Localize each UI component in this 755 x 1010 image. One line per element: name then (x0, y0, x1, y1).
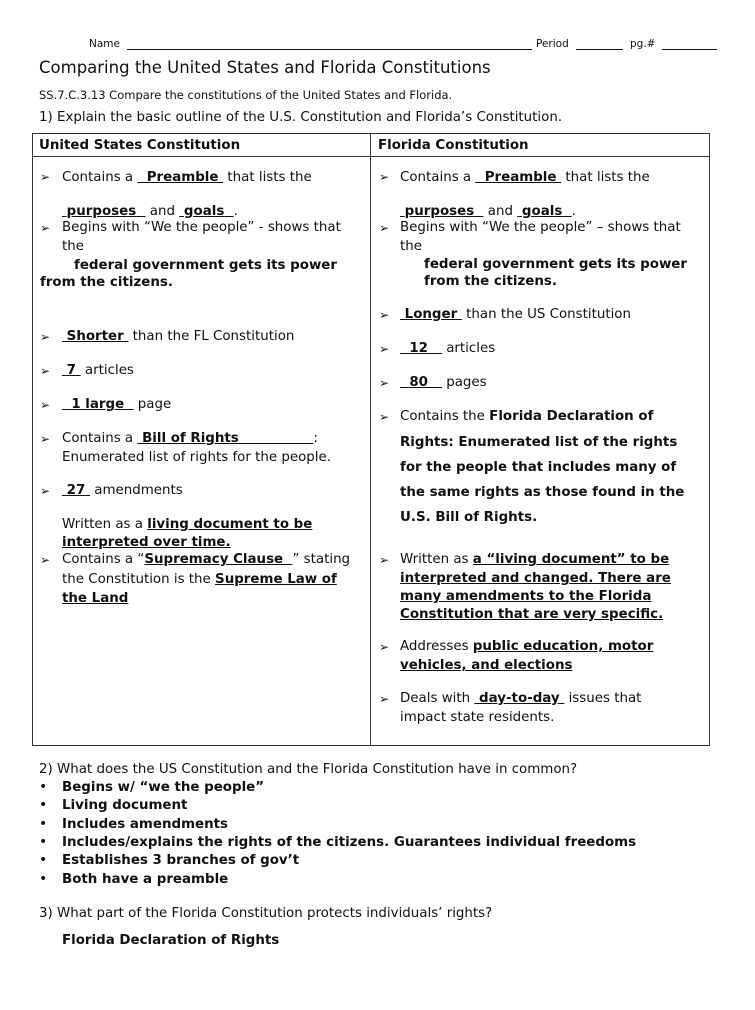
fl-written-line3: many amendments to the Florida (400, 589, 652, 604)
text: and (145, 204, 180, 219)
answer-text: goals (183, 204, 225, 219)
bullet-arrow-icon: ➢ (379, 170, 390, 184)
fl-written-answer: a “living document” to be (472, 552, 670, 567)
fl-federal-line2: from the citizens. (424, 274, 557, 289)
bullet-dot-icon: • (39, 779, 48, 795)
text: Addresses (400, 639, 473, 654)
bullet-arrow-icon: ➢ (379, 342, 390, 356)
fl-deals-line2: impact state residents. (400, 710, 555, 725)
text: articles (441, 341, 496, 356)
list-item: Includes/explains the rights of the citizens. Guarantees individual freedoms (62, 835, 637, 850)
bullet-arrow-icon: ➢ (40, 398, 51, 412)
fl-written-line1 (400, 552, 669, 567)
text: Deals with (400, 691, 475, 706)
us-bill-of-rights-answer (137, 431, 313, 446)
fl-written-line2: interpreted and changed. There are (400, 571, 671, 586)
bullet-arrow-icon: ➢ (40, 432, 51, 446)
text: . (571, 204, 576, 219)
fl-articles-item (400, 341, 495, 356)
answer-text: day-to-day (479, 691, 560, 706)
text: and (483, 204, 518, 219)
bullet-arrow-icon: ➢ (40, 553, 51, 567)
question-2: 2) What does the US Constitution and the Florida Constitution have in common? (39, 762, 578, 777)
us-page-answer (62, 397, 134, 412)
us-begins-line2: the (62, 239, 84, 254)
text: Contains the (400, 409, 490, 424)
us-living-line2: interpreted over time. (62, 535, 231, 550)
fl-preamble-answer (475, 170, 561, 185)
bullet-arrow-icon: ➢ (379, 553, 390, 567)
us-begins-line1: Begins with “We the people” - shows that (62, 220, 341, 235)
text: . (233, 204, 238, 219)
question-1: 1) Explain the basic outline of the U.S. Constitution and Florida’s Constitution. (39, 110, 563, 125)
period-label: Period (536, 38, 569, 50)
table-header-divider (32, 156, 710, 157)
name-label: Name (89, 38, 120, 50)
bullet-dot-icon: • (39, 797, 48, 813)
fl-begins-line2: the (400, 239, 422, 254)
bullet-arrow-icon: ➢ (379, 640, 390, 654)
text: page (133, 397, 172, 412)
us-living-answer: living document to be (147, 517, 313, 532)
standard-text: SS.7.C.3.13 Compare the constitutions of the United States and Florida. (39, 88, 453, 102)
answer-text: 12 (409, 341, 428, 356)
answer-text: purposes (66, 204, 137, 219)
page-title: Comparing the United States and Florida Constitutions (39, 58, 491, 77)
us-shorter-answer (62, 329, 128, 344)
text: that lists the (561, 170, 650, 185)
page-label: pg.# (630, 38, 656, 50)
text: : (313, 431, 318, 446)
us-purposes-answer (62, 204, 146, 219)
text: Written as (400, 552, 473, 567)
fl-declaration-line4: the same rights as those found in the (400, 485, 685, 500)
list-item: Living document (62, 798, 188, 813)
answer-text: Shorter (66, 329, 124, 344)
text: Contains a (400, 170, 476, 185)
fl-deals-item (400, 691, 641, 706)
us-living-line1 (62, 517, 312, 532)
bullet-dot-icon: • (39, 816, 48, 832)
bullet-arrow-icon: ➢ (40, 221, 51, 235)
bullet-arrow-icon: ➢ (379, 376, 390, 390)
bullet-dot-icon: • (39, 871, 48, 887)
us-bill-of-rights-line2: Enumerated list of rights for the people. (62, 450, 332, 465)
answer-text: goals (521, 204, 563, 219)
fl-longer-answer (400, 307, 462, 322)
text: than the US Constitution (461, 307, 631, 322)
us-supremacy-answer (144, 552, 292, 567)
list-item: Establishes 3 branches of gov’t (62, 853, 300, 868)
answer-text: 27 (66, 483, 86, 498)
fl-deals-answer (474, 691, 564, 706)
fl-declaration-line1 (400, 409, 653, 424)
us-supremacy-line2 (62, 572, 337, 587)
fl-goals-answer (517, 204, 571, 219)
answer-text: Preamble (484, 170, 557, 185)
fl-addresses-line1 (400, 639, 653, 654)
fl-written-line4: Constitution that are very specific. (400, 607, 664, 622)
fl-purposes-goals-line (400, 204, 576, 219)
answer-text: Longer (404, 307, 458, 322)
text: Written as a (62, 517, 148, 532)
text: issues that (564, 691, 642, 706)
bullet-dot-icon: • (39, 834, 48, 850)
text: Contains a “ (62, 552, 145, 567)
table-border-top (32, 133, 710, 134)
us-preamble-item (62, 170, 312, 185)
us-federal-line1: federal government gets its power (74, 258, 337, 273)
text: ” stating (292, 552, 351, 567)
fl-declaration-line2: Rights: Enumerated list of the rights (400, 435, 678, 450)
us-purposes-goals-line (62, 204, 238, 219)
us-goals-answer (179, 204, 233, 219)
page-blank[interactable] (662, 38, 717, 50)
us-column-header: United States Constitution (39, 138, 241, 153)
fl-federal-line1: federal government gets its power (424, 257, 687, 272)
table-column-divider (370, 133, 371, 746)
bullet-dot-icon: • (39, 852, 48, 868)
fl-declaration-answer: Florida Declaration of (489, 409, 654, 424)
fl-longer-item (400, 307, 631, 322)
fl-column-header: Florida Constitution (378, 138, 529, 153)
fl-purposes-answer (400, 204, 484, 219)
us-articles-item (62, 363, 134, 378)
answer-text: Supremacy Clause (144, 552, 284, 567)
list-item: Begins w/ “we the people” (62, 780, 265, 795)
question-3-answer: Florida Declaration of Rights (62, 933, 280, 948)
answer-text: 1 large (71, 397, 125, 412)
bullet-arrow-icon: ➢ (379, 692, 390, 706)
answer-text: 7 (66, 363, 76, 378)
us-preamble-answer (137, 170, 223, 185)
us-federal-line2: from the citizens. (40, 275, 173, 290)
text: than the FL Constitution (128, 329, 295, 344)
fl-articles-answer (400, 341, 442, 356)
fl-preamble-item (400, 170, 650, 185)
us-page-item (62, 397, 171, 412)
bullet-arrow-icon: ➢ (40, 330, 51, 344)
fl-declaration-line3: for the people that includes many of (400, 460, 677, 475)
fl-declaration-line5: U.S. Bill of Rights. (400, 510, 538, 525)
list-item: Includes amendments (62, 817, 229, 832)
text: pages (441, 375, 487, 390)
us-amendments-answer (62, 483, 90, 498)
table-border-bottom (32, 745, 710, 746)
text: Contains a (62, 431, 138, 446)
answer-text: Bill of Rights (142, 431, 239, 446)
fl-pages-item (400, 375, 487, 390)
us-supreme-law-answer: Supreme Law of (215, 572, 337, 587)
text: the Constitution is the (62, 572, 216, 587)
answer-text: 80 (409, 375, 428, 390)
text: articles (80, 363, 134, 378)
us-bill-of-rights-item (62, 431, 318, 446)
fl-addresses-answer: public education, motor (472, 639, 654, 654)
us-shorter-item (62, 329, 294, 344)
us-amendments-item (62, 483, 183, 498)
bullet-arrow-icon: ➢ (379, 221, 390, 235)
bullet-arrow-icon: ➢ (379, 308, 390, 322)
fl-begins-line1: Begins with “We the people” – shows that (400, 220, 681, 235)
bullet-arrow-icon: ➢ (40, 364, 51, 378)
text: amendments (89, 483, 183, 498)
period-blank[interactable] (576, 38, 623, 50)
answer-text: Preamble (146, 170, 219, 185)
us-supremacy-item (62, 552, 350, 567)
fl-addresses-line2: vehicles, and elections (400, 658, 573, 673)
question-3: 3) What part of the Florida Constitution protects individuals’ rights? (39, 906, 493, 921)
table-border-right (709, 133, 710, 746)
bullet-arrow-icon: ➢ (40, 170, 51, 184)
table-border-left (32, 133, 33, 746)
answer-text: purposes (404, 204, 475, 219)
us-supremacy-line3: the Land (62, 591, 129, 606)
bullet-arrow-icon: ➢ (40, 484, 51, 498)
name-blank[interactable] (127, 38, 532, 50)
us-articles-answer (62, 363, 81, 378)
text: that lists the (223, 170, 312, 185)
bullet-arrow-icon: ➢ (379, 410, 390, 424)
list-item: Both have a preamble (62, 872, 229, 887)
text: Contains a (62, 170, 138, 185)
fl-pages-answer (400, 375, 442, 390)
